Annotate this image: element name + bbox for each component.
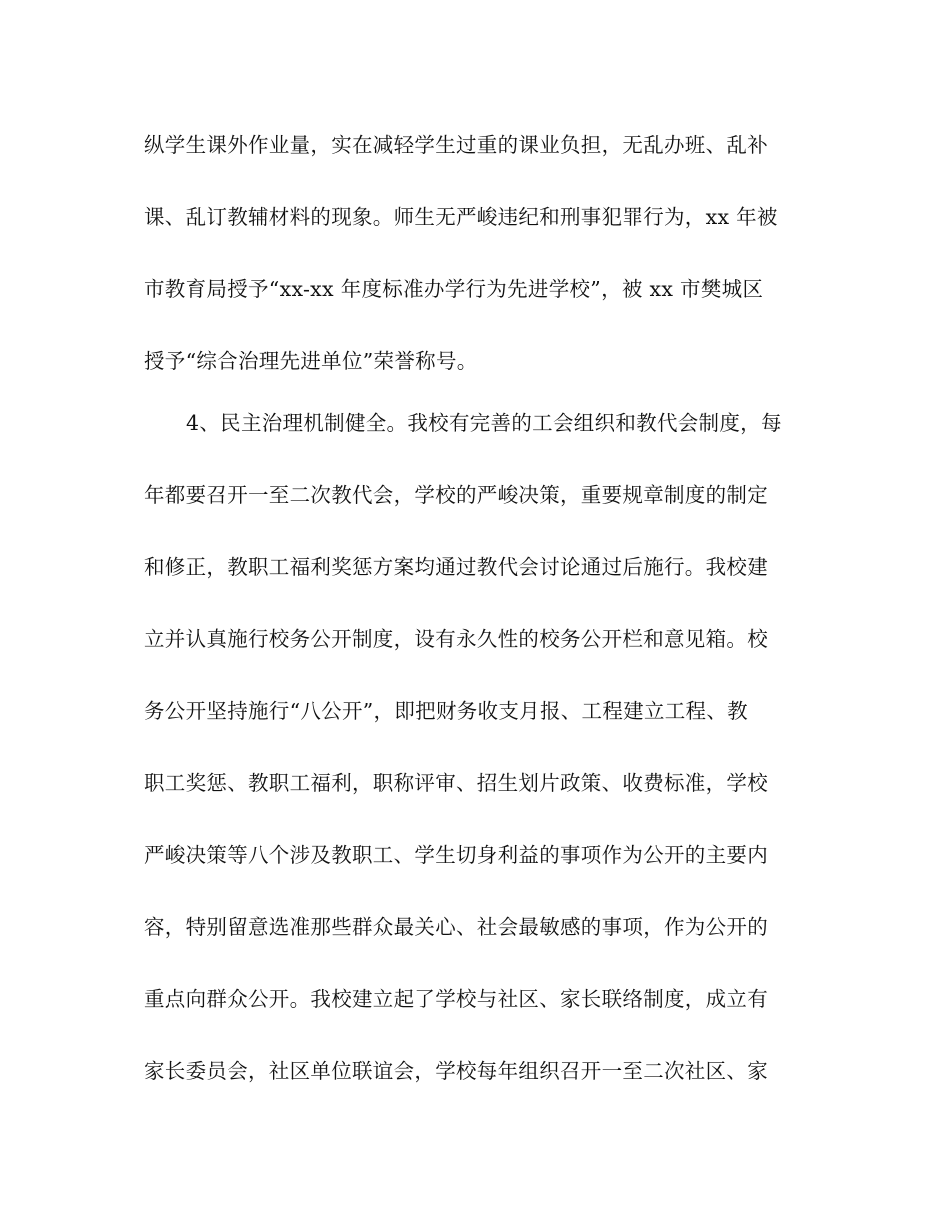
paragraph-first-line: 4、民主治理机制健全。我校有完善的工会组织和教代会制度，每	[186, 411, 782, 435]
text-line: 和修正，教职工福利奖惩方案均通过教代会讨论通过后施行。我校建	[144, 555, 768, 579]
text-line: 课、乱订教辅材料的现象。师生无严峻违纪和刑事犯罪行为，xx 年被	[144, 205, 778, 229]
text-line: 授予“综合治理先进单位”荣誉称号。	[144, 349, 478, 373]
text-line: 职工奖惩、教职工福利，职称评审、招生划片政策、收费标准，学校	[144, 771, 768, 795]
text-line: 年都要召开一至二次教代会，学校的严峻决策，重要规章制度的制定	[144, 483, 768, 507]
text-line: 容，特别留意选准那些群众最关心、社会最敏感的事项，作为公开的	[144, 915, 768, 939]
text-line: 立并认真施行校务公开制度，设有永久性的校务公开栏和意见箱。校	[144, 627, 768, 651]
text-line: 务公开坚持施行“八公开”，即把财务收支月报、工程建立工程、教	[144, 699, 748, 723]
text-line: 家长委员会，社区单位联谊会，学校每年组织召开一至二次社区、家	[144, 1059, 768, 1083]
text-line: 市教育局授予“xx-xx 年度标准办学行为先进学校”，被 xx 市樊城区	[144, 277, 764, 301]
text-line: 纵学生课外作业量，实在减轻学生过重的课业负担，无乱办班、乱补	[144, 133, 768, 157]
text-line: 严峻决策等八个涉及教职工、学生切身利益的事项作为公开的主要内	[144, 843, 768, 867]
text-line: 重点向群众公开。我校建立起了学校与社区、家长联络制度，成立有	[144, 987, 768, 1011]
